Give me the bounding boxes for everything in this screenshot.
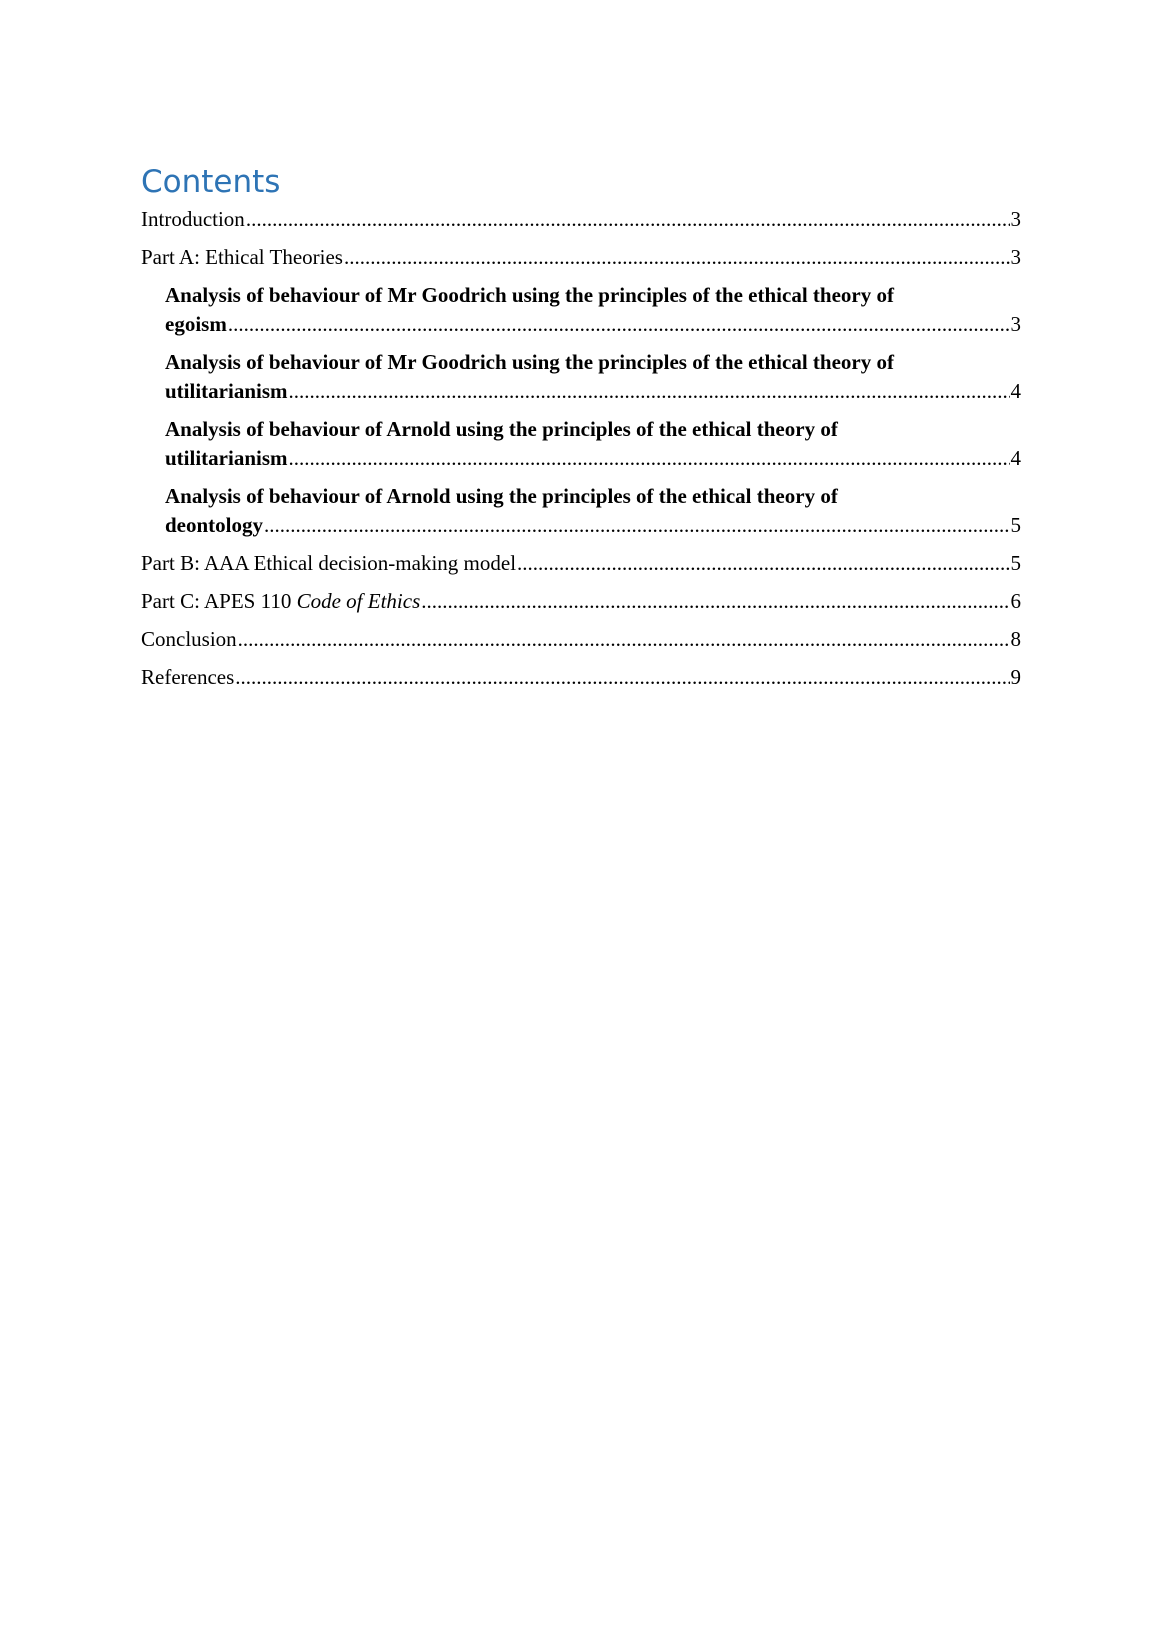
toc-entry-text-line1: Analysis of behaviour of Mr Goodrich using the principles of the ethical theory of bbox=[165, 350, 894, 374]
toc-page-number: 6 bbox=[1010, 589, 1021, 613]
toc-page-number: 3 bbox=[1010, 312, 1021, 336]
toc-entry-part-a[interactable] bbox=[141, 243, 1021, 272]
toc-entry-text-line2: egoism bbox=[165, 312, 227, 336]
toc-entry-text-prefix: Part C: APES 110 bbox=[141, 589, 297, 613]
toc-entry-conclusion[interactable] bbox=[141, 625, 1021, 654]
toc-entry-text: Conclusion bbox=[141, 627, 237, 651]
toc-entry-text-line2: deontology bbox=[165, 513, 264, 537]
toc-entry-text-italic: Code of Ethics bbox=[296, 589, 421, 613]
toc-entry-text bbox=[141, 587, 420, 616]
toc-page-number: 4 bbox=[1010, 446, 1021, 470]
toc-entry-text: Part A: Ethical Theories bbox=[141, 245, 343, 269]
toc-entry-text-line1: Analysis of behaviour of Mr Goodrich using the principles of the ethical theory of bbox=[165, 283, 894, 307]
toc-entry-text-line2: utilitarianism bbox=[165, 446, 288, 470]
toc-entry-text: Part B: AAA Ethical decision-making model bbox=[141, 551, 517, 575]
dot-leader bbox=[289, 444, 1010, 473]
toc-page-number: 3 bbox=[1010, 245, 1021, 269]
dot-leader bbox=[246, 205, 1010, 234]
toc-page-number: 4 bbox=[1010, 379, 1021, 403]
toc-entry-introduction[interactable] bbox=[141, 205, 1021, 234]
toc-entry-arnold-utilitarianism[interactable] bbox=[165, 415, 1021, 473]
toc-entry-references[interactable] bbox=[141, 663, 1021, 692]
dot-leader bbox=[421, 587, 1009, 616]
toc-entry-text-line2: utilitarianism bbox=[165, 379, 288, 403]
dot-leader bbox=[264, 511, 1009, 540]
toc-title: Contents bbox=[141, 164, 281, 200]
toc-entry-goodrich-utilitarianism[interactable] bbox=[165, 348, 1021, 406]
toc-entry-text: References bbox=[141, 665, 235, 689]
toc-entry-text-line1: Analysis of behaviour of Arnold using the principles of the ethical theory of bbox=[165, 417, 838, 441]
toc-entry-goodrich-egoism[interactable] bbox=[165, 281, 1021, 339]
toc-page-number: 3 bbox=[1010, 207, 1021, 231]
dot-leader bbox=[344, 243, 1010, 272]
toc-entry-text-line1: Analysis of behaviour of Arnold using the principles of the ethical theory of bbox=[165, 484, 838, 508]
toc-entry-part-b[interactable] bbox=[141, 549, 1021, 578]
toc-entry-arnold-deontology[interactable] bbox=[165, 482, 1021, 540]
dot-leader bbox=[238, 625, 1010, 654]
dot-leader bbox=[517, 549, 1009, 578]
toc-page-number: 5 bbox=[1010, 551, 1021, 575]
dot-leader bbox=[228, 310, 1010, 339]
dot-leader bbox=[289, 377, 1010, 406]
toc-page-number: 8 bbox=[1010, 627, 1021, 651]
toc-page-number: 9 bbox=[1010, 665, 1021, 689]
table-of-contents bbox=[141, 160, 1021, 701]
toc-page-number: 5 bbox=[1010, 513, 1021, 537]
toc-entry-text: Introduction bbox=[141, 207, 245, 231]
dot-leader bbox=[235, 663, 1009, 692]
toc-entry-part-c[interactable] bbox=[141, 587, 1021, 616]
